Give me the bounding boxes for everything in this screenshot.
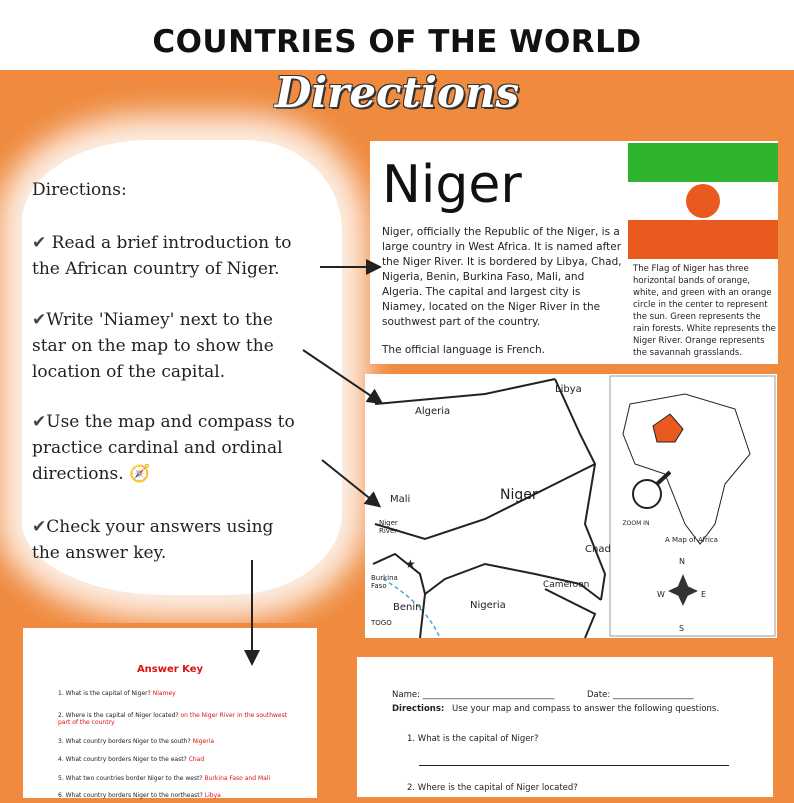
- date-field[interactable]: Date: ___________________: [587, 690, 694, 700]
- map-label-niger-river: Niger River: [379, 519, 398, 535]
- check-icon: ✔: [32, 517, 47, 537]
- arrow-to-compass: [322, 460, 378, 505]
- arrow-to-map: [303, 350, 380, 402]
- zoom-label: ZOOM IN: [622, 520, 650, 527]
- map-label-mali: Mali: [390, 494, 411, 505]
- map-label-benin: Benin: [393, 602, 422, 613]
- page-title: COUNTRIES OF THE WORLD: [152, 24, 642, 60]
- map-label-togo: TOGO: [371, 619, 392, 627]
- map-label-libya: Libya: [555, 384, 582, 395]
- country-heading: Niger: [382, 155, 522, 215]
- check-icon: ✔: [32, 310, 47, 330]
- direction-line: the African country of Niger.: [32, 259, 280, 279]
- direction-line: the answer key.: [32, 543, 167, 563]
- compass-n: N: [679, 557, 685, 566]
- direction-line: Check your answers using: [46, 517, 274, 537]
- worksheet-directions: Use your map and compass to answer the following questions.: [452, 704, 720, 714]
- answer-item: 6. What country borders Niger to the northeast? Libya: [58, 792, 221, 799]
- direction-line: directions. 🧭: [32, 464, 151, 484]
- map-label-burkina: Burkina Faso: [371, 574, 398, 590]
- direction-line: location of the capital.: [32, 362, 226, 382]
- map-label-chad: Chad: [585, 544, 611, 555]
- africa-map-caption: A Map of Africa: [665, 536, 718, 544]
- check-icon: ✔: [32, 233, 47, 253]
- answer-item: 4. What country borders Niger to the east? Chad: [58, 756, 205, 763]
- direction-line: star on the map to show the: [32, 336, 274, 356]
- official-language: The official language is French.: [382, 344, 546, 356]
- flag-caption: The Flag of Niger has three horizontal bands of orange, white, and green with an orange circle in the center to represent the sun. Green represents the rain forests. White represents the Niger River. Orange represents the savannah grasslands.: [633, 264, 776, 358]
- map-label-cameroon: Cameroon: [543, 580, 590, 590]
- map-label-nigeria: Nigeria: [470, 600, 506, 611]
- page-subtitle: Directions: [274, 68, 520, 117]
- direction-line: Write 'Niamey' next to the: [46, 310, 273, 330]
- answer-item: 3. What country borders Niger to the south? Nigeria: [58, 738, 215, 745]
- worksheet-directions-label: Directions:: [392, 704, 445, 714]
- directions-heading: Directions:: [32, 180, 127, 200]
- capital-star-icon: ★: [405, 557, 416, 571]
- answer-key-title: Answer Key: [136, 664, 204, 675]
- compass-s: S: [679, 624, 685, 633]
- compass-e: E: [701, 590, 707, 599]
- answer-item: 1. What is the capital of Niger? Niamey: [58, 690, 176, 697]
- direction-line: Read a brief introduction to: [51, 233, 292, 253]
- worksheet-question-1: 1. What is the capital of Niger?: [407, 734, 539, 744]
- map-label-niger: Niger: [500, 487, 538, 503]
- compass-w: W: [657, 590, 665, 599]
- map-label-algeria: Algeria: [415, 406, 451, 417]
- country-intro: Niger, officially the Republic of the Niger, is a large country in West Africa. It is named after the Niger River. It is bordered by Libya, Chad, Nigeria, Benin, Burkina Faso, Mali, and Algeria. The capital and largest city is Niamey, located on the Niger River in the southwest part of the country.: [382, 226, 622, 328]
- direction-line: Use the map and compass to: [46, 412, 295, 432]
- answer-item: 2. Where is the capital of Niger located? on the Niger River in the southwest part of the country: [58, 712, 288, 726]
- answer-item: 5. What two countries border Niger to the west? Burkina Faso and Mali: [58, 775, 271, 782]
- worksheet-question-2: 2. Where is the capital of Niger located?: [407, 783, 578, 793]
- name-field[interactable]: Name: _______________________________: [392, 690, 555, 700]
- direction-line: practice cardinal and ordinal: [32, 438, 283, 458]
- check-icon: ✔: [32, 412, 47, 432]
